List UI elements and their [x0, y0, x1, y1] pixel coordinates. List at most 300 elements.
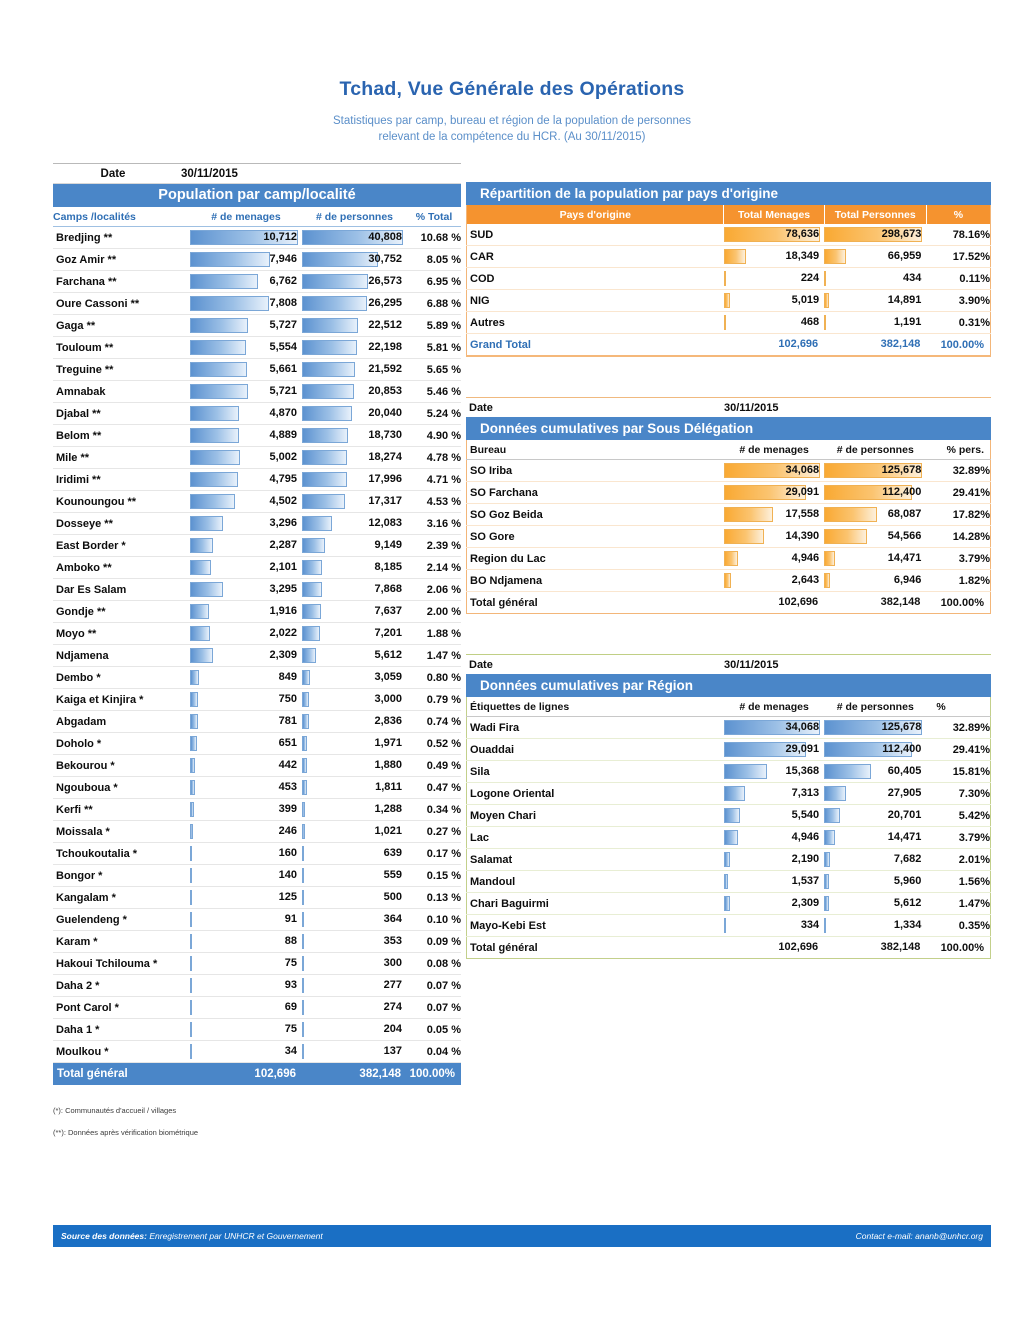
row-pct-value: 4.78 %: [407, 447, 461, 469]
row-personnes-cell: [302, 799, 407, 821]
row-pct-value: 10.68 %: [407, 227, 461, 249]
row-menages-cell: [724, 504, 824, 526]
row-label: SO Gore: [467, 526, 724, 548]
row-menages-value: 4,946: [791, 552, 820, 564]
row-menages-value: 69: [284, 1001, 297, 1013]
row-personnes-value: 137: [383, 1045, 402, 1057]
camp-col-menages: # de menages: [190, 207, 302, 227]
row-personnes-cell: [302, 997, 407, 1019]
row-personnes-cell: [302, 689, 407, 711]
table-row: [467, 893, 991, 915]
row-menages-cell: [190, 667, 302, 689]
row-personnes-value: 5,612: [893, 897, 922, 909]
row-label: Bekourou *: [53, 755, 190, 777]
camp-date-label: Date: [100, 167, 126, 180]
row-personnes-value: 7,682: [893, 853, 922, 865]
row-pct-value: 4.71 %: [407, 469, 461, 491]
row-label: Moyen Chari: [467, 805, 724, 827]
row-menages-cell: [724, 783, 824, 805]
row-personnes-value: 5,612: [374, 649, 402, 661]
row-menages-value: 14,390: [785, 530, 820, 542]
row-label: Autres: [467, 312, 724, 334]
row-pct-value: 6.95 %: [407, 271, 461, 293]
row-personnes-cell: [302, 777, 407, 799]
row-personnes-value: 274: [383, 1001, 402, 1013]
origin-table-banner: Répartition de la population par pays d'origine: [466, 182, 991, 205]
row-menages-cell: [190, 425, 302, 447]
row-personnes-cell: [824, 827, 926, 849]
table-row: [53, 227, 461, 249]
camp-col-pct: % Total: [407, 207, 461, 227]
row-personnes-cell: [302, 271, 407, 293]
row-menages-value: 91: [284, 913, 297, 925]
row-menages-value: 5,002: [269, 451, 297, 463]
spacer-1: [466, 357, 991, 397]
row-menages-cell: [724, 548, 824, 570]
origin-total-row: [467, 334, 991, 357]
row-menages-cell: [724, 805, 824, 827]
region-col-menages: # de menages: [724, 697, 824, 717]
table-row: [53, 733, 461, 755]
row-label: SO Iriba: [467, 460, 724, 482]
row-personnes-cell: [824, 761, 926, 783]
table-row: [53, 557, 461, 579]
row-personnes-value: 17,317: [368, 495, 402, 507]
row-personnes-value: 112,400: [882, 743, 922, 755]
table-row: [53, 381, 461, 403]
row-menages-cell: [190, 733, 302, 755]
row-personnes-value: 30,752: [368, 253, 402, 265]
row-personnes-value: 66,959: [887, 250, 922, 262]
row-label: Lac: [467, 827, 724, 849]
region-total-menages: 102,696: [724, 937, 824, 959]
row-personnes-value: 3,000: [374, 693, 402, 705]
row-personnes-value: 20,701: [887, 809, 922, 821]
table-row: [53, 425, 461, 447]
table-row: [53, 579, 461, 601]
table-row: [53, 535, 461, 557]
footer-source: [61, 1231, 323, 1241]
row-label: Bredjing **: [53, 227, 190, 249]
table-row: [53, 315, 461, 337]
row-pct-value: 0.07 %: [407, 997, 461, 1019]
delegation-table-body: [467, 460, 991, 592]
row-personnes-cell: [302, 315, 407, 337]
footnotes: [53, 1100, 198, 1144]
origin-panel: [466, 182, 991, 357]
table-row: [467, 805, 991, 827]
row-personnes-value: 353: [383, 935, 402, 947]
row-menages-value: 442: [278, 759, 297, 771]
row-personnes-value: 17,996: [368, 473, 402, 485]
row-menages-value: 125: [278, 891, 297, 903]
region-total-personnes: 382,148: [824, 937, 926, 959]
row-menages-value: 2,287: [269, 539, 297, 551]
row-menages-cell: [190, 1041, 302, 1063]
delegation-total-menages: 102,696: [724, 592, 824, 614]
table-row: [53, 711, 461, 733]
row-personnes-value: 18,730: [368, 429, 402, 441]
row-personnes-value: 14,471: [887, 831, 922, 843]
row-pct-value: 0.79 %: [407, 689, 461, 711]
page-subtitle: [0, 101, 1024, 145]
row-pct-value: 0.31%: [926, 312, 990, 334]
table-row: [53, 359, 461, 381]
row-personnes-value: 1,971: [374, 737, 402, 749]
row-menages-cell: [190, 337, 302, 359]
row-menages-value: 246: [278, 825, 297, 837]
row-label: Gondje **: [53, 601, 190, 623]
delegation-date-value: 30/11/2015: [724, 401, 779, 414]
row-pct-value: 0.15 %: [407, 865, 461, 887]
row-pct-value: 15.81%: [926, 761, 990, 783]
row-pct-value: 1.88 %: [407, 623, 461, 645]
row-label: Oure Cassoni **: [53, 293, 190, 315]
row-personnes-cell: [302, 887, 407, 909]
row-pct-value: 1.82%: [926, 570, 990, 592]
table-row: [53, 403, 461, 425]
row-menages-value: 2,101: [269, 561, 297, 573]
row-menages-value: 3,296: [269, 517, 297, 529]
row-menages-cell: [190, 271, 302, 293]
row-menages-value: 10,712: [263, 231, 297, 243]
row-personnes-cell: [302, 821, 407, 843]
row-label: East Border *: [53, 535, 190, 557]
row-pct-value: 0.05 %: [407, 1019, 461, 1041]
row-personnes-value: 500: [383, 891, 402, 903]
row-label: Hakoui Tchilouma *: [53, 953, 190, 975]
row-pct-value: 17.52%: [926, 246, 990, 268]
camp-table-body: [53, 227, 461, 1063]
row-menages-value: 4,502: [269, 495, 297, 507]
row-personnes-cell: [302, 491, 407, 513]
row-personnes-value: 1,021: [374, 825, 402, 837]
row-menages-cell: [190, 931, 302, 953]
row-menages-cell: [190, 579, 302, 601]
row-menages-cell: [724, 827, 824, 849]
row-personnes-value: 14,891: [887, 294, 922, 306]
row-pct-value: 0.27 %: [407, 821, 461, 843]
row-pct-value: 0.11%: [926, 268, 990, 290]
row-menages-cell: [190, 997, 302, 1019]
row-label: Treguine **: [53, 359, 190, 381]
row-label: Salamat: [467, 849, 724, 871]
row-personnes-value: 8,185: [374, 561, 402, 573]
row-menages-cell: [724, 290, 824, 312]
row-menages-cell: [190, 513, 302, 535]
row-menages-value: 849: [278, 671, 297, 683]
row-label: Djabal **: [53, 403, 190, 425]
table-row: [467, 871, 991, 893]
delegation-total-personnes: 382,148: [824, 592, 926, 614]
row-personnes-value: 14,471: [887, 552, 922, 564]
region-date-label: Date: [469, 658, 493, 671]
row-pct-value: 5.81 %: [407, 337, 461, 359]
table-row: [53, 645, 461, 667]
row-pct-value: 0.09 %: [407, 931, 461, 953]
row-personnes-cell: [302, 227, 407, 249]
row-menages-value: 5,540: [791, 809, 820, 821]
row-personnes-value: 112,400: [882, 486, 922, 498]
camp-population-panel: [53, 163, 461, 1085]
table-row: [53, 821, 461, 843]
row-pct-value: 32.89%: [926, 717, 990, 739]
origin-col-pct: %: [926, 205, 990, 224]
delegation-date-row: [466, 397, 991, 417]
row-menages-cell: [190, 1019, 302, 1041]
row-label: Touloum **: [53, 337, 190, 359]
row-menages-value: 2,309: [791, 897, 820, 909]
subtitle-line-1: Statistiques par camp, bureau et région de la population de personnes: [332, 115, 692, 127]
row-personnes-cell: [302, 601, 407, 623]
row-menages-value: 7,946: [269, 253, 297, 265]
row-pct-value: 5.24 %: [407, 403, 461, 425]
row-personnes-cell: [824, 246, 926, 268]
region-panel: [466, 654, 991, 959]
row-menages-cell: [724, 739, 824, 761]
row-label: Ouaddai: [467, 739, 724, 761]
region-col-name: Étiquettes de lignes: [467, 697, 724, 717]
origin-col-menages: Total Menages: [724, 205, 824, 224]
row-menages-cell: [724, 871, 824, 893]
row-personnes-value: 559: [383, 869, 402, 881]
delegation-col-name: Bureau: [467, 440, 724, 460]
row-pct-value: 3.79%: [926, 548, 990, 570]
camp-table: [53, 207, 461, 1085]
table-row: [467, 849, 991, 871]
row-label: Mile **: [53, 447, 190, 469]
row-menages-value: 5,727: [269, 319, 297, 331]
row-pct-value: 7.30%: [926, 783, 990, 805]
row-personnes-cell: [302, 579, 407, 601]
row-label: Wadi Fira: [467, 717, 724, 739]
row-label: Dar Es Salam: [53, 579, 190, 601]
row-menages-cell: [190, 293, 302, 315]
row-menages-value: 88: [284, 935, 297, 947]
table-row: [467, 460, 991, 482]
row-menages-value: 750: [278, 693, 297, 705]
origin-total-personnes: 382,148: [824, 334, 926, 357]
row-personnes-value: 364: [383, 913, 402, 925]
row-label: Kangalam *: [53, 887, 190, 909]
table-row: [53, 953, 461, 975]
camp-table-banner: Population par camp/localité: [53, 184, 461, 207]
row-menages-value: 29,091: [785, 743, 820, 755]
row-personnes-value: 40,808: [368, 231, 402, 243]
row-menages-cell: [724, 717, 824, 739]
row-menages-value: 4,946: [791, 831, 820, 843]
delegation-col-pct: % pers.: [926, 440, 990, 460]
row-menages-value: 781: [278, 715, 297, 727]
row-label: Kounoungou **: [53, 491, 190, 513]
row-label: Farchana **: [53, 271, 190, 293]
row-pct-value: 1.56%: [926, 871, 990, 893]
row-pct-value: 5.89 %: [407, 315, 461, 337]
row-personnes-cell: [824, 849, 926, 871]
row-label: Bongor *: [53, 865, 190, 887]
region-col-personnes: # de personnes: [824, 697, 926, 717]
row-personnes-cell: [824, 290, 926, 312]
row-menages-cell: [190, 491, 302, 513]
row-personnes-value: 27,905: [887, 787, 922, 799]
row-personnes-cell: [302, 535, 407, 557]
table-row: [467, 504, 991, 526]
row-pct-value: 29.41%: [926, 739, 990, 761]
row-menages-value: 4,795: [269, 473, 297, 485]
row-label: Ndjamena: [53, 645, 190, 667]
origin-table: [466, 205, 991, 357]
table-row: [53, 623, 461, 645]
row-menages-cell: [190, 799, 302, 821]
table-row: [53, 755, 461, 777]
row-personnes-cell: [824, 783, 926, 805]
row-label: Tchoukoutalia *: [53, 843, 190, 865]
footer-source-label: Source des données:: [61, 1231, 147, 1241]
table-row: [53, 975, 461, 997]
table-row: [467, 482, 991, 504]
row-personnes-value: 298,673: [881, 228, 922, 240]
row-menages-cell: [190, 975, 302, 997]
table-row: [467, 570, 991, 592]
delegation-col-menages: # de menages: [724, 440, 824, 460]
row-personnes-value: 2,836: [374, 715, 402, 727]
row-personnes-cell: [824, 224, 926, 246]
row-menages-value: 453: [278, 781, 297, 793]
subtitle-line-2: relevant de la compétence du HCR. (Au 30/11/2015): [378, 131, 646, 143]
delegation-total-pct: 100.00%: [926, 592, 990, 614]
region-table-banner: Données cumulatives par Région: [466, 674, 991, 697]
row-menages-cell: [724, 268, 824, 290]
row-label: Gaga **: [53, 315, 190, 337]
row-menages-value: 2,190: [791, 853, 820, 865]
row-menages-value: 1,916: [269, 605, 297, 617]
row-personnes-cell: [824, 805, 926, 827]
row-personnes-cell: [824, 482, 926, 504]
row-personnes-value: 5,960: [893, 875, 922, 887]
row-personnes-value: 60,405: [887, 765, 922, 777]
row-menages-cell: [724, 761, 824, 783]
row-menages-cell: [190, 557, 302, 579]
table-row: [53, 887, 461, 909]
camp-total-personnes: 382,148: [302, 1063, 407, 1086]
row-personnes-cell: [302, 1019, 407, 1041]
row-personnes-cell: [824, 871, 926, 893]
table-row: [53, 931, 461, 953]
row-menages-value: 7,808: [269, 297, 297, 309]
footer-source-value: Enregistrement par UNHCR et Gouvernement: [149, 1231, 323, 1241]
row-menages-value: 75: [284, 957, 297, 969]
row-menages-value: 93: [284, 979, 297, 991]
row-menages-value: 18,349: [785, 250, 820, 262]
table-row: [53, 337, 461, 359]
delegation-table: [466, 440, 991, 614]
row-personnes-cell: [824, 717, 926, 739]
row-personnes-cell: [824, 570, 926, 592]
delegation-col-personnes: # de personnes: [824, 440, 926, 460]
row-personnes-cell: [302, 337, 407, 359]
row-pct-value: 3.79%: [926, 827, 990, 849]
row-menages-cell: [190, 535, 302, 557]
row-label: NIG: [467, 290, 724, 312]
row-menages-cell: [724, 526, 824, 548]
row-personnes-cell: [824, 504, 926, 526]
row-personnes-value: 22,512: [368, 319, 402, 331]
row-label: Amnabak: [53, 381, 190, 403]
table-row: [467, 739, 991, 761]
delegation-header-row: [467, 440, 991, 460]
row-personnes-value: 204: [383, 1023, 402, 1035]
row-personnes-cell: [302, 733, 407, 755]
row-personnes-cell: [302, 293, 407, 315]
table-row: [53, 997, 461, 1019]
row-menages-value: 5,019: [791, 294, 820, 306]
row-pct-value: 2.00 %: [407, 601, 461, 623]
region-header-row: [467, 697, 991, 717]
camp-total-row: [53, 1063, 461, 1086]
row-personnes-value: 1,880: [374, 759, 402, 771]
row-label: CAR: [467, 246, 724, 268]
row-menages-cell: [190, 821, 302, 843]
region-total-pct: 100.00%: [926, 937, 990, 959]
row-menages-cell: [190, 865, 302, 887]
row-personnes-cell: [302, 623, 407, 645]
table-row: [53, 293, 461, 315]
table-row: [467, 290, 991, 312]
row-personnes-value: 125,678: [881, 464, 922, 476]
table-row: [53, 1041, 461, 1063]
origin-table-body: [467, 224, 991, 334]
table-row: [467, 548, 991, 570]
table-row: [53, 469, 461, 491]
row-pct-value: 1.47 %: [407, 645, 461, 667]
row-personnes-value: 22,198: [368, 341, 402, 353]
row-label: Abgadam: [53, 711, 190, 733]
row-pct-value: 0.04 %: [407, 1041, 461, 1063]
camp-total-label: Total général: [53, 1063, 190, 1086]
row-menages-value: 5,554: [269, 341, 297, 353]
row-label: Dembo *: [53, 667, 190, 689]
table-row: [53, 799, 461, 821]
row-personnes-cell: [302, 645, 407, 667]
row-personnes-value: 6,946: [893, 574, 922, 586]
row-menages-cell: [724, 312, 824, 334]
row-menages-value: 34: [284, 1045, 297, 1057]
row-label: Sila: [467, 761, 724, 783]
row-label: SUD: [467, 224, 724, 246]
row-personnes-cell: [824, 312, 926, 334]
row-personnes-cell: [302, 843, 407, 865]
row-menages-value: 17,558: [785, 508, 820, 520]
camp-col-personnes: # de personnes: [302, 207, 407, 227]
row-menages-value: 29,091: [785, 486, 820, 498]
row-menages-cell: [724, 849, 824, 871]
row-pct-value: 17.82%: [926, 504, 990, 526]
row-pct-value: 2.01%: [926, 849, 990, 871]
right-column: [466, 182, 991, 959]
region-date-row: [466, 654, 991, 674]
row-personnes-cell: [302, 513, 407, 535]
row-personnes-cell: [824, 548, 926, 570]
row-label: Moyo **: [53, 623, 190, 645]
row-label: Daha 1 *: [53, 1019, 190, 1041]
delegation-total-label: Total général: [467, 592, 724, 614]
row-personnes-value: 54,566: [887, 530, 922, 542]
row-menages-value: 4,870: [269, 407, 297, 419]
table-row: [467, 915, 991, 937]
delegation-panel: [466, 397, 991, 614]
row-personnes-value: 1,191: [893, 316, 922, 328]
row-menages-value: 651: [278, 737, 297, 749]
